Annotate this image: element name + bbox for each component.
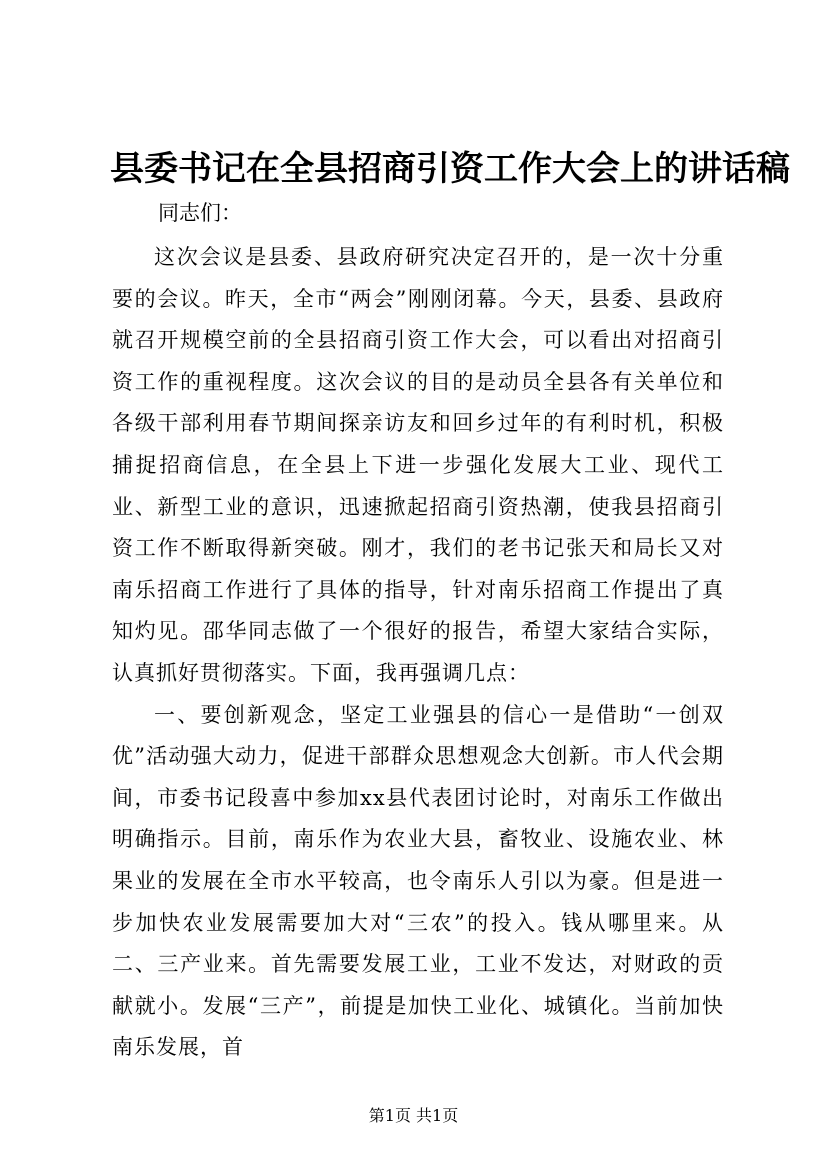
paragraph-1: 这次会议是县委、县政府研究决定召开的，是一次十分重要的会议。昨天，全市“两会”刚刚闭幕。今天，县委、县政府就召开规模空前的全县招商引资工作大会，可以看出对招商引资工作的重视程度。这次会议的目的是动员全县各有关单位和各级干部利用春节期间探亲访友和回乡过年的有利时机，积极捕捉招商信息，在全县上下进一步强化发展大工业、现代工业、新型工业的意识，迅速掀起招商引资热潮，使我县招商引资工作不断取得新突破。刚才，我们的老书记张天和局长又对南乐招商工作进行了具体的指导，针对南乐招商工作提出了真知灼见。邵华同志做了一个很好的报告，希望大家结合实际，认真抓好贯彻落实。下面，我再强调几点： <box>112 245 724 685</box>
document-body <box>112 237 724 1069</box>
page-footer: 第1页 共1页 <box>368 1106 459 1125</box>
document-title: 县委书记在全县招商引资工作大会上的讲话稿 <box>110 149 790 189</box>
paragraph-2: 一、要创新观念，坚定工业强县的信心一是借助“一创双优”活动强大动力，促进干部群众思想观念大创新。市人代会期间，市委书记段喜中参加xx县代表团讨论时，对南乐工作做出明确指示。目前，南乐作为农业大县，畜牧业、设施农业、林果业的发展在全市水平较高，也令南乐人引以为豪。但是进一步加快农业发展需要加大对“三农”的投入。钱从哪里来。从二、三产业来。首先需要发展工业，工业不发达，对财政的贡献就小。发展“三产”，前提是加快工业化、城镇化。当前加快南乐发展，首 <box>112 702 724 1060</box>
salutation: 同志们： <box>158 201 242 225</box>
